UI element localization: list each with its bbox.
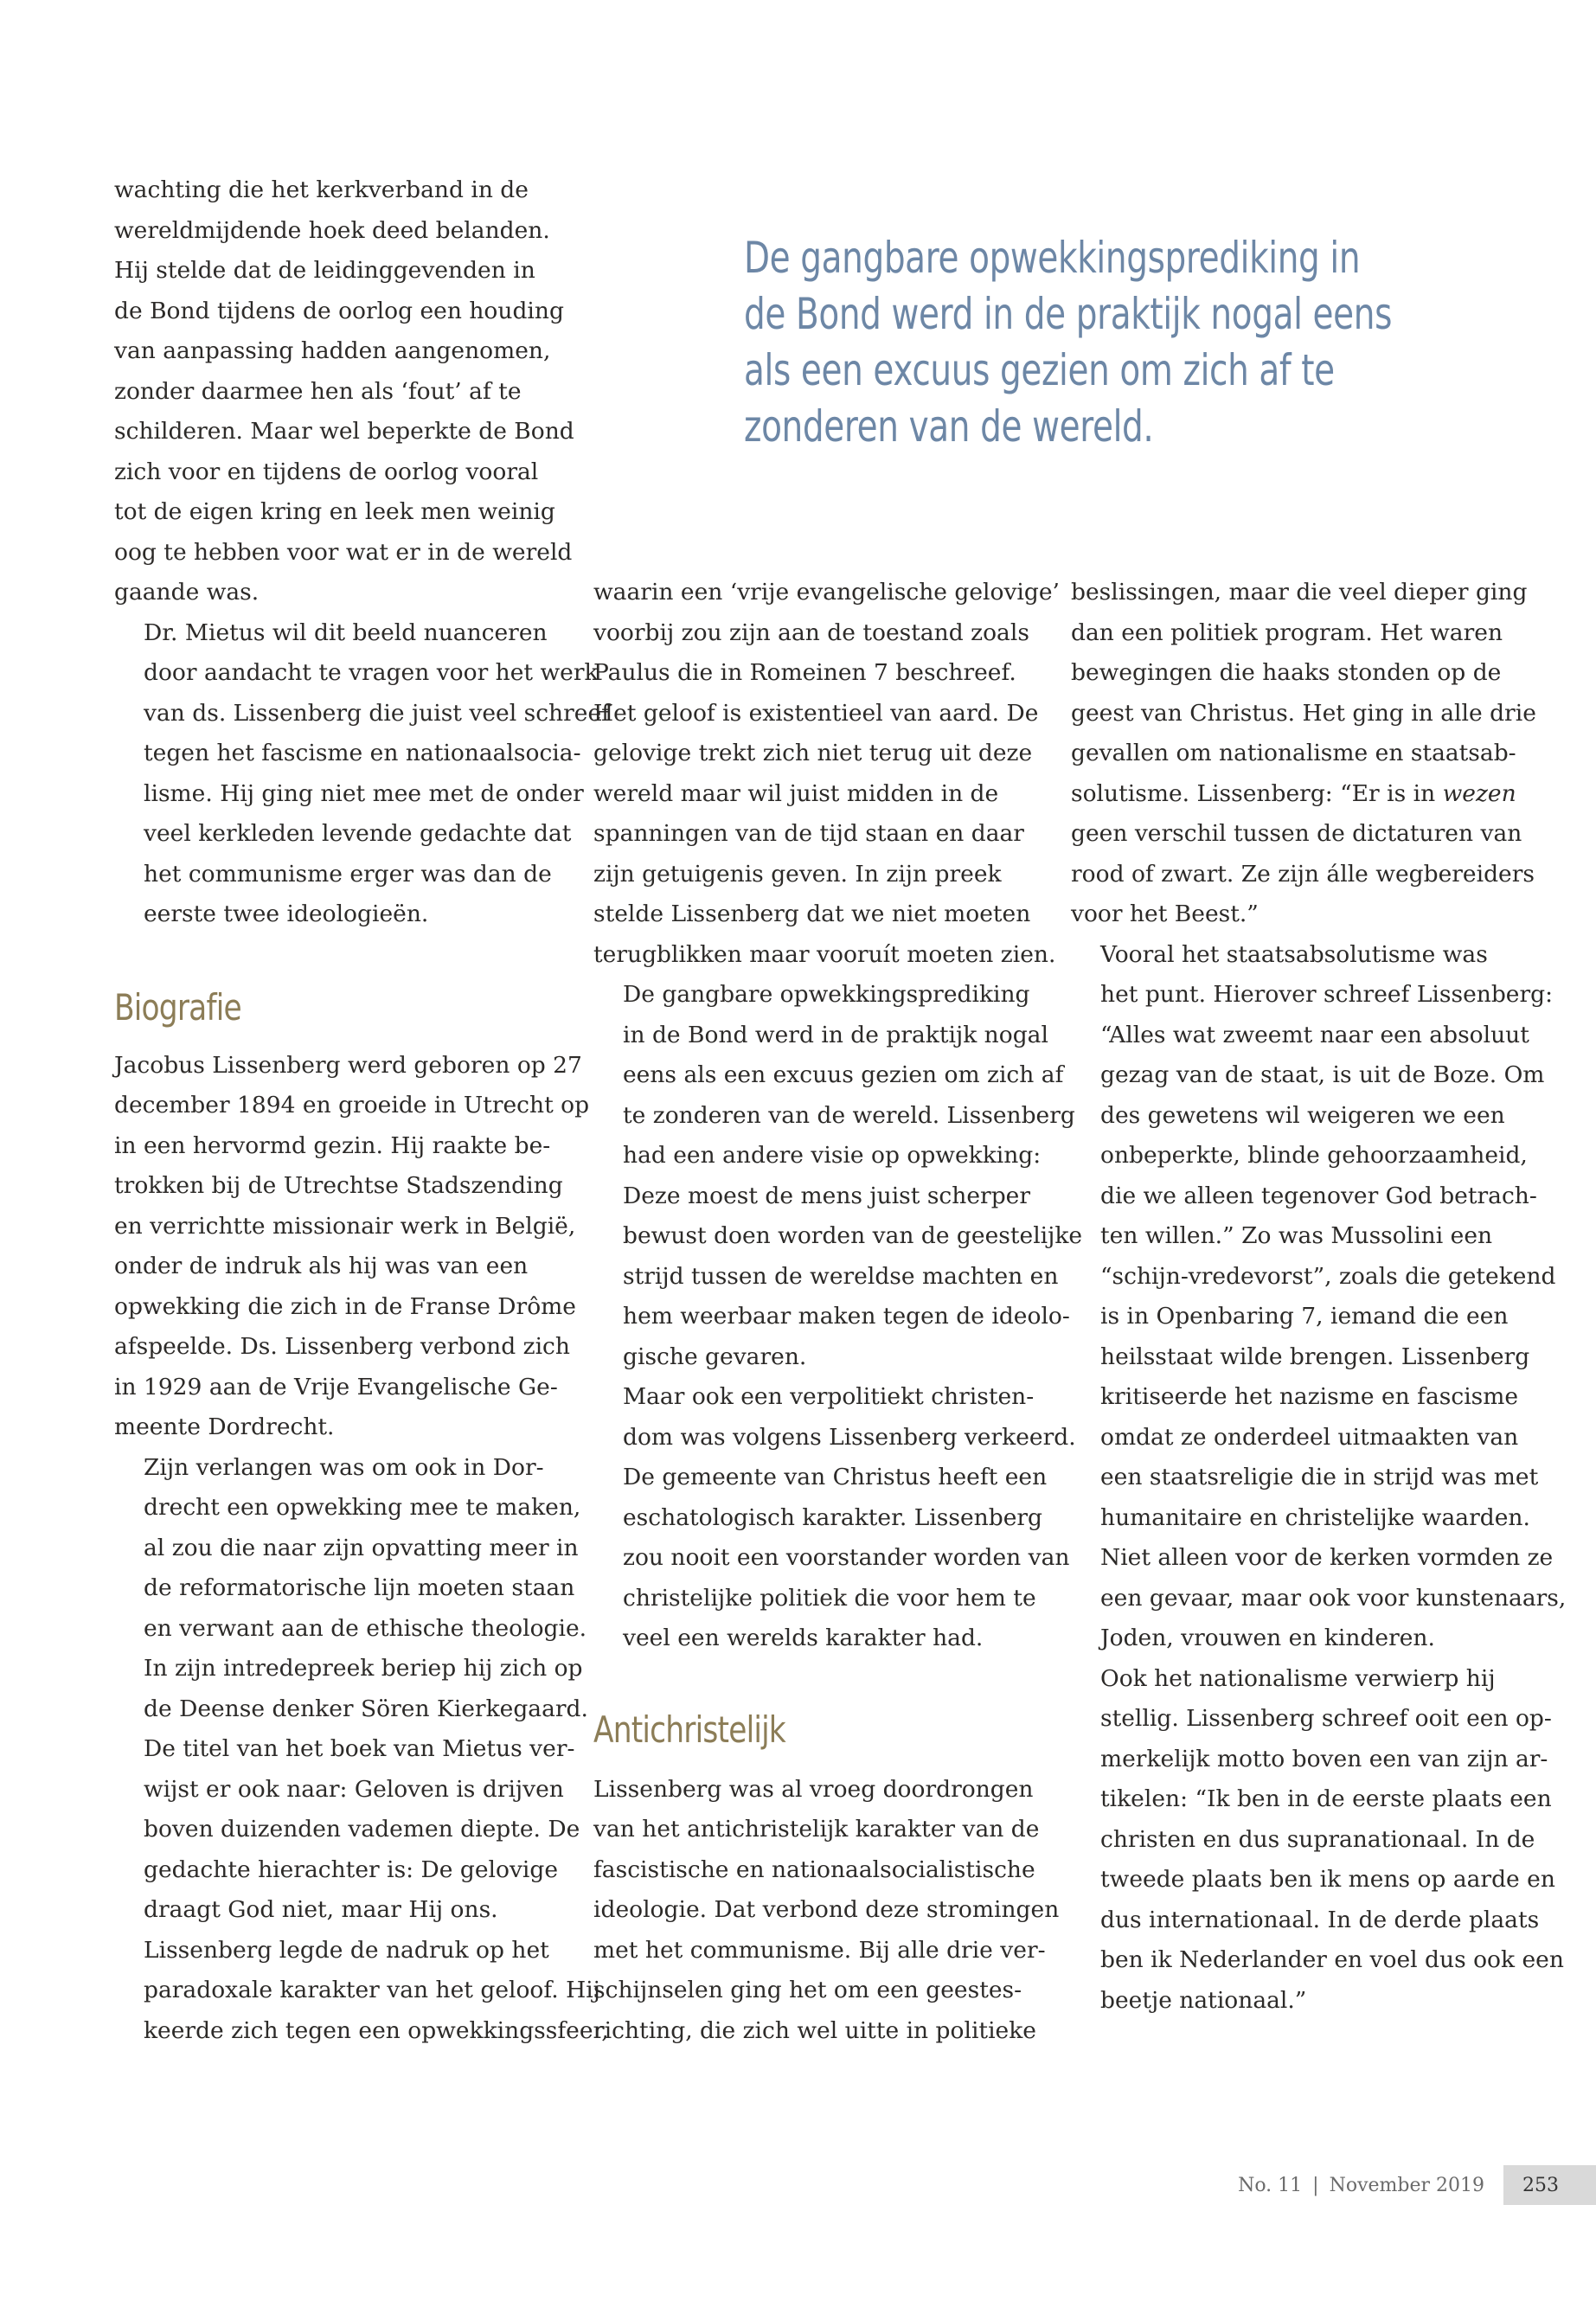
text-line: afspeelde. Ds. Lissenberg verbond zich — [114, 1333, 570, 1360]
text-line: Lissenberg legde de nadruk op het — [144, 1936, 549, 1964]
text-line: dus internationaal. In de derde plaats — [1100, 1906, 1540, 1933]
text-line: veel kerkleden levende gedachte dat — [144, 820, 572, 847]
text-line: tot de eigen kring en leek men weinig — [114, 498, 555, 525]
text-line: het punt. Hierover schreef Lissenberg: — [1100, 981, 1554, 1008]
text-line: humanitaire en christelijke waarden. — [1100, 1503, 1530, 1531]
text-line: zou nooit een voorstander worden van — [623, 1544, 1070, 1571]
text-line: boven duizenden vademen diepte. De — [144, 1816, 580, 1843]
text-line: door aandacht te vragen voor het werk — [144, 659, 599, 686]
text-line: onder de indruk als hij was van een — [114, 1253, 529, 1279]
text-line: bewust doen worden van de geestelijke — [623, 1222, 1083, 1249]
pull-quote — [744, 230, 1393, 455]
text-line: voorbij zou zijn aan de toestand zoals — [593, 619, 1029, 646]
text-line: de Bond werd in de praktijk nogal eens — [744, 289, 1393, 339]
text-line: beslissingen, maar die veel dieper ging — [1071, 579, 1528, 606]
text-line: zijn getuigenis geven. In zijn preek — [593, 860, 1002, 888]
text-line: merkelijk motto boven een van zijn ar- — [1100, 1745, 1548, 1772]
text-line: Lissenberg was al vroeg doordrongen — [593, 1775, 1034, 1803]
text-line: De gangbare opwekkingsprediking — [623, 981, 1030, 1008]
text-line: het communisme erger was dan de — [144, 860, 552, 888]
column-3 — [1071, 573, 1567, 2021]
text-line: in de Bond werd in de praktijk nogal — [623, 1021, 1048, 1048]
section-heading-antichristelijk: Antichristelijk — [593, 1708, 785, 1751]
text-line: Jacobus Lissenberg werd geboren op 27 — [114, 1051, 582, 1079]
text-line: zich voor en tijdens de oorlog vooral — [114, 458, 539, 485]
text-line: Ook het nationalisme verwierp hij — [1100, 1664, 1496, 1692]
text-line: veel een werelds karakter had. — [623, 1625, 984, 1651]
text-line: eens als een excuus gezien om zich af — [623, 1061, 1064, 1088]
text-line: Joden, vrouwen en kinderen. — [1100, 1625, 1435, 1651]
text-line: te zonderen van de wereld. Lissenberg — [623, 1101, 1075, 1129]
text-line: De titel van het boek van Mietus ver- — [144, 1735, 575, 1762]
page-footer — [1238, 2165, 1596, 2205]
text-line: eschatologisch karakter. Lissenberg — [623, 1503, 1043, 1531]
text-line: ten willen.” Zo was Mussolini een — [1100, 1222, 1493, 1249]
text-line: paradoxale karakter van het geloof. Hij — [144, 1977, 600, 2003]
text-line: gezag van de staat, is uit de Boze. Om — [1100, 1061, 1545, 1088]
text-line: onbeperkte, blinde gehoorzaamheid, — [1100, 1142, 1528, 1169]
text-line: is in Openbaring 7, iemand die een — [1100, 1303, 1509, 1330]
text-line: hem weerbaar maken tegen de ideolo- — [623, 1303, 1070, 1330]
text-line: richting, die zich wel uitte in politieke — [593, 2016, 1036, 2044]
text-line: Dr. Mietus wil dit beeld nuanceren — [144, 619, 548, 646]
paragraph — [1071, 573, 1536, 935]
text-line: gelovige trekt zich niet terug uit deze — [593, 740, 1033, 766]
emphasis: wezen — [1442, 779, 1516, 807]
text-line: De gangbare opwekkingsprediking in — [744, 233, 1361, 283]
text-line: In zijn intredepreek beriep hij zich op — [144, 1655, 583, 1682]
text-line: lisme. Hij ging niet mee met de onder — [144, 779, 584, 807]
text-line: geest van Christus. Het ging in alle drie — [1071, 699, 1536, 727]
text-line: een gevaar, maar ook voor kunstenaars, — [1100, 1584, 1567, 1612]
paragraph — [593, 573, 1060, 975]
text-line: in een hervormd gezin. Hij raakte be- — [114, 1131, 551, 1159]
line-group — [1071, 573, 1536, 774]
text-line: Vooral het staatsabsolutisme was — [1100, 940, 1488, 968]
text-line: schijnselen ging het om een geestes- — [593, 1977, 1022, 2003]
text-line: gevallen om nationalisme en staatsab- — [1071, 740, 1516, 766]
page-number: 253 — [1503, 2165, 1596, 2205]
text-line: spanningen van de tijd staan en daar — [593, 820, 1024, 847]
text-line: Zijn verlangen was om ook in Dor- — [144, 1453, 544, 1481]
paragraph — [114, 613, 610, 935]
text-line — [1071, 774, 1525, 815]
text-line: wereldmijdende hoek deed belanden. — [114, 216, 550, 244]
paragraph — [1071, 1659, 1564, 2022]
text-run: solutisme. Lissenberg: “Er is in — [1071, 779, 1443, 807]
text-line: gische gevaren. — [623, 1343, 807, 1370]
column-1 — [114, 170, 610, 2051]
text-line: christelijke politiek die voor hem te — [623, 1584, 1036, 1612]
paragraph — [593, 1770, 1060, 2052]
text-line: ideologie. Dat verbond deze stromingen — [593, 1896, 1060, 1923]
text-line: Deze moest de mens juist scherper — [623, 1182, 1031, 1209]
text-line: de Bond tijdens de oorlog een houding — [114, 297, 564, 324]
text-line: bewegingen die haaks stonden op de — [1071, 659, 1502, 686]
text-line: december 1894 en groeide in Utrecht op — [114, 1092, 590, 1118]
section-heading-biografie: Biografie — [114, 985, 241, 1029]
text-line: keerde zich tegen een opwekkingssfeer, — [144, 2016, 609, 2044]
paragraph — [593, 975, 1083, 1377]
text-line: omdat ze onderdeel uitmaakten van — [1100, 1423, 1519, 1451]
text-line: zonder daarmee hen als ‘fout’ af te — [114, 377, 522, 405]
paragraph — [593, 1377, 1076, 1659]
text-line: Het geloof is existentieel van aard. De — [593, 699, 1039, 727]
text-line: De gemeente van Christus heeft een — [623, 1464, 1048, 1490]
text-line: beetje nationaal.” — [1100, 1986, 1307, 2014]
text-line: draagt God niet, maar Hij ons. — [144, 1896, 498, 1923]
line-group — [1071, 814, 1535, 935]
text-line: “schijn-vredevorst”, zoals die getekend — [1100, 1262, 1556, 1290]
text-line: schilderen. Maar wel beperkte de Bond — [114, 418, 574, 445]
text-line: tegen het fascisme en nationaalsocia- — [144, 740, 581, 766]
text-line: Hij stelde dat de leidinggevenden in — [114, 257, 535, 284]
text-line: Niet alleen voor de kerken vormden ze — [1100, 1544, 1554, 1571]
text-line: een staatsreligie die in strijd was met — [1100, 1464, 1539, 1490]
text-line: waarin een ‘vrije evangelische gelovige’ — [593, 579, 1060, 606]
issue-date: November 2019 — [1329, 2174, 1484, 2196]
text-line: oog te hebben voor wat er in de wereld — [114, 538, 573, 566]
text-line: gaande was. — [114, 579, 260, 606]
text-line: en verrichtte missionair werk in België, — [114, 1212, 576, 1240]
text-line: stelde Lissenberg dat we niet moeten — [593, 901, 1031, 927]
text-line: eerste twee ideologieën. — [144, 901, 429, 927]
text-line: rood of zwart. Ze zijn álle wegbereiders — [1071, 860, 1535, 888]
text-line: meente Dordrecht. — [114, 1413, 335, 1440]
text-line: wereld maar wil juist midden in de — [593, 779, 999, 807]
text-line: had een andere visie op opwekking: — [623, 1142, 1042, 1169]
text-line: tweede plaats ben ik mens op aarde en — [1100, 1866, 1555, 1893]
paragraph — [1071, 935, 1567, 1659]
text-line: in 1929 aan de Vrije Evangelische Ge- — [114, 1373, 558, 1400]
text-line: van het antichristelijk karakter van de — [593, 1816, 1040, 1843]
text-line: stellig. Lissenberg schreef ooit een op- — [1100, 1705, 1552, 1732]
paragraph — [114, 1931, 609, 2052]
text-line: zonderen van de wereld. — [744, 401, 1154, 452]
paragraph — [114, 1448, 588, 1931]
text-line: drecht een opwekking mee te maken, — [144, 1494, 581, 1521]
text-line: Maar ook een verpolitiekt christen- — [623, 1383, 1035, 1410]
text-line: en verwant aan de ethische theologie. — [144, 1614, 587, 1642]
text-line: de Deense denker Sören Kierkegaard. — [144, 1695, 588, 1722]
text-line: de reformatorische lijn moeten staan — [144, 1574, 575, 1601]
text-line: wachting die het kerkverband in de — [114, 176, 529, 203]
text-line: heilsstaat wilde brengen. Lissenberg — [1100, 1343, 1530, 1370]
text-line: wijst er ook naar: Geloven is drijven — [144, 1775, 564, 1803]
text-line: van ds. Lissenberg die juist veel schreef — [144, 699, 610, 727]
text-line: Paulus die in Romeinen 7 beschreef. — [593, 659, 1016, 686]
text-line: dom was volgens Lissenberg verkeerd. — [623, 1423, 1076, 1451]
paragraph — [114, 1046, 590, 1448]
text-line: al zou die naar zijn opvatting meer in — [144, 1534, 579, 1561]
text-line: kritiseerde het nazisme en fascisme — [1100, 1383, 1519, 1410]
issue-number: No. 11 — [1238, 2174, 1303, 2196]
text-line: trokken bij de Utrechtse Stadszending — [114, 1172, 563, 1199]
text-line: gedachte hierachter is: De gelovige — [144, 1856, 559, 1883]
text-line: fascistische en nationaalsocialistische — [593, 1856, 1035, 1883]
text-line: geen verschil tussen de dictaturen van — [1071, 820, 1522, 847]
separator: | — [1312, 2174, 1319, 2196]
column-2 — [593, 573, 1083, 2051]
text-line: opwekking die zich in de Franse Drôme — [114, 1292, 576, 1320]
text-line: tikelen: “Ik ben in de eerste plaats een — [1100, 1785, 1552, 1812]
text-line: christen en dus supranationaal. In de — [1100, 1825, 1535, 1853]
text-line: dan een politiek program. Het waren — [1071, 619, 1503, 646]
text-line: als een excuus gezien om zich af te — [744, 345, 1335, 395]
text-line: van aanpassing hadden aangenomen, — [114, 337, 551, 364]
text-line: terugblikken maar vooruít moeten zien. — [593, 940, 1056, 968]
paragraph — [114, 170, 574, 613]
text-line: met het communisme. Bij alle drie ver- — [593, 1936, 1046, 1964]
text-line: des gewetens wil weigeren we een — [1100, 1101, 1505, 1129]
text-line: strijd tussen de wereldse machten en — [623, 1262, 1059, 1290]
text-line: voor het Beest.” — [1071, 901, 1259, 927]
text-line: “Alles wat zweemt naar een absoluut — [1100, 1021, 1529, 1048]
text-line: ben ik Nederlander en voel dus ook een — [1100, 1946, 1564, 1973]
text-line: die we alleen tegenover God betrach- — [1100, 1182, 1537, 1209]
